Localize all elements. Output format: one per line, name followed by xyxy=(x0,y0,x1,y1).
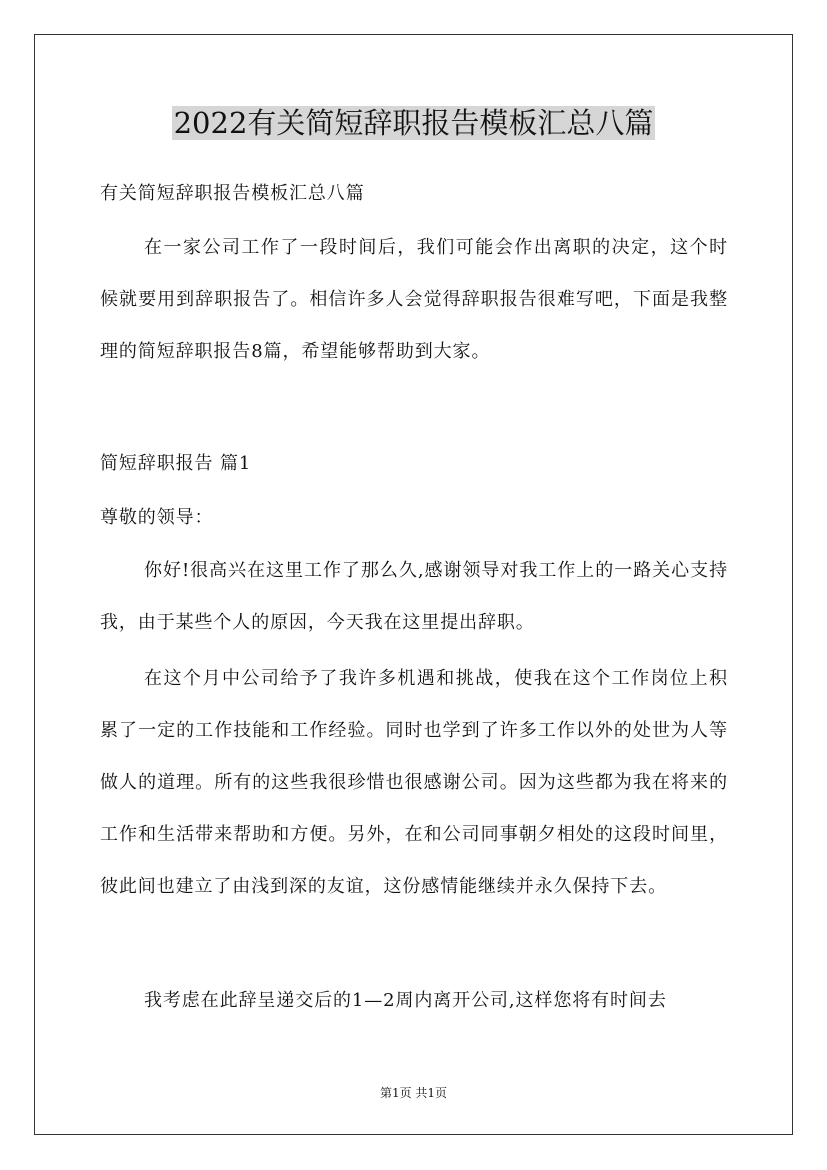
document-title xyxy=(0,103,827,143)
page-footer: 第1页 共1页 xyxy=(379,1086,448,1100)
section-heading: 简短辞职报告 篇1 xyxy=(100,453,252,474)
body-paragraph-1: 你好!很高兴在这里工作了那么久,感谢领导对我工作上的一路关心支持我，由于某些个人的原因，今天我在这里提出辞职。 xyxy=(100,560,728,633)
intro-paragraph: 在一家公司工作了一段时间后，我们可能会作出离职的决定，这个时候就要用到辞职报告了。相信许多人会觉得辞职报告很难写吧，下面是我整理的简短辞职报告8篇，希望能够帮助到大家。 xyxy=(100,237,728,362)
salutation: 尊敬的领导： xyxy=(100,507,214,528)
body-paragraph-2: 在这个月中公司给予了我许多机遇和挑战，使我在这个工作岗位上积累了一定的工作技能和工作经验。同时也学到了许多工作以外的处世为人等做人的道理。所有的这些我很珍惜也很感谢公司。因为这些都为我在将来的工作和生活带来帮助和方便。另外，在和公司同事朝夕相处的这段时间里，彼此间也建立了由浅到深的友谊，这份感情能继续并永久保持下去。 xyxy=(100,668,728,897)
document-title-text: 2022有关简短辞职报告模板汇总八篇 xyxy=(173,106,654,140)
body-paragraph-3: 我考虑在此辞呈递交后的1—2周内离开公司,这样您将有时间去 xyxy=(144,990,667,1011)
document-subtitle: 有关简短辞职报告模板汇总八篇 xyxy=(100,183,365,204)
